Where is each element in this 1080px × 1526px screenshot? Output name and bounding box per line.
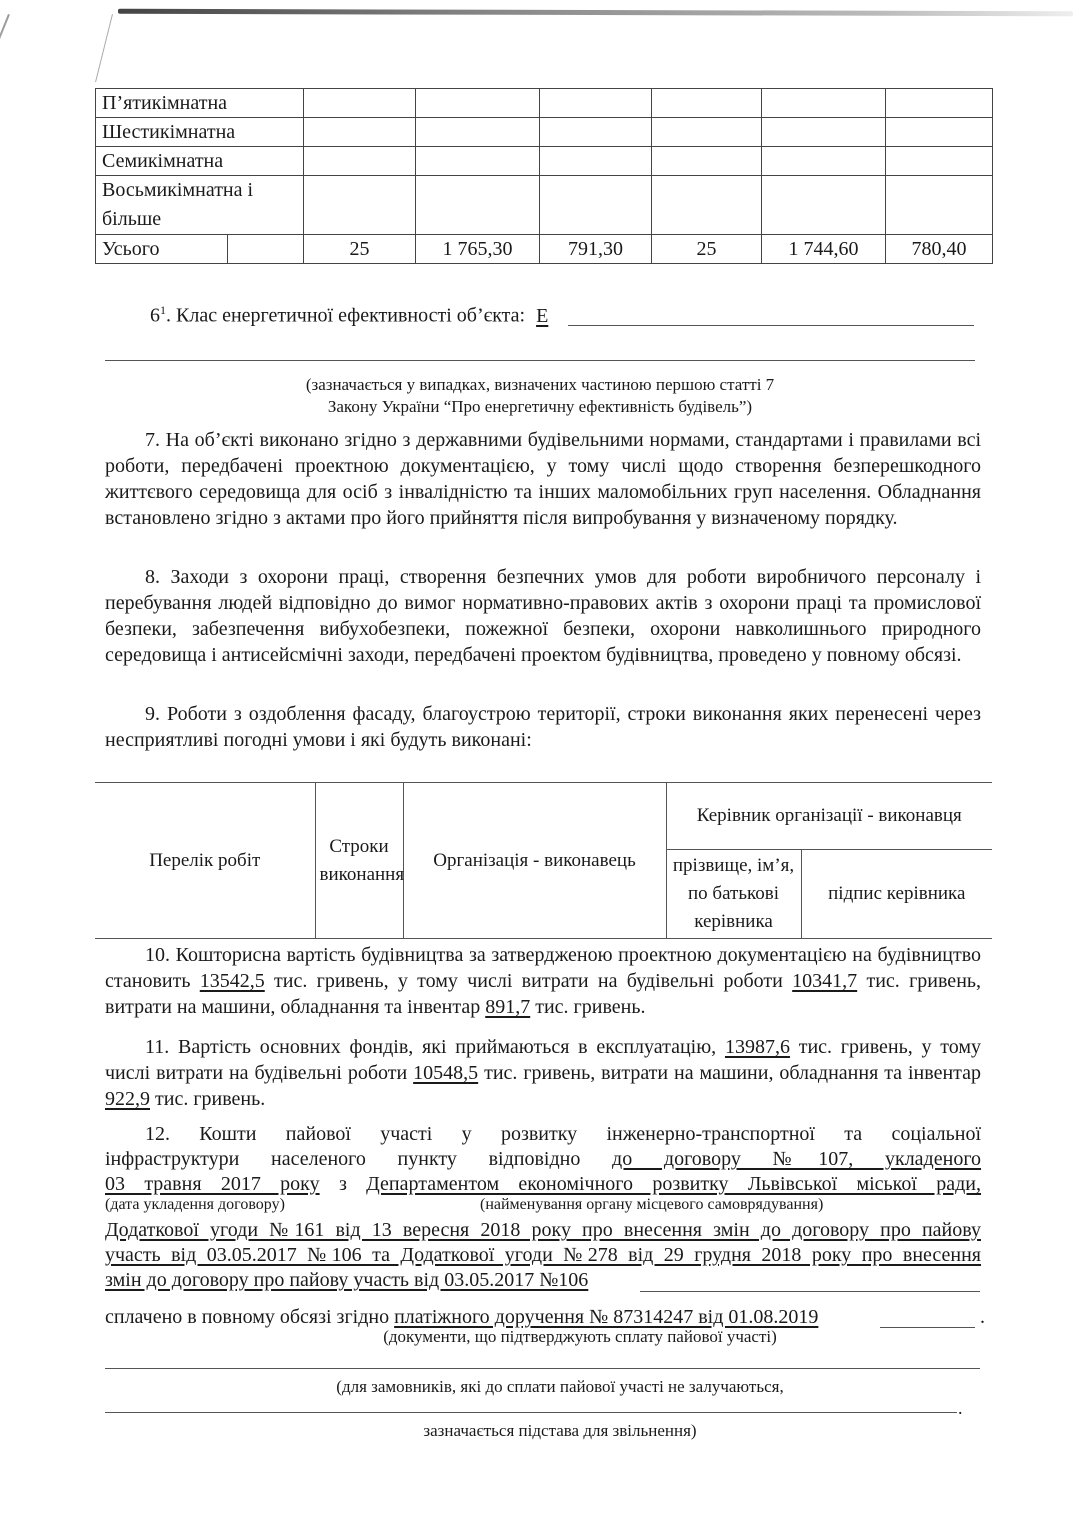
fixed-assets-construction: 10548,5 bbox=[413, 1062, 479, 1084]
section-9: 9. Роботи з оздоблення фасаду, благоустрою території, строки виконання яких перенесені через несприятливі погодні умови і які будуть виконані: bbox=[105, 703, 981, 751]
energy-class-note: (зазначається у випадках, визначених частиною першою статті 7 Закону України “Про енергетичну ефективність будівель”) bbox=[305, 375, 775, 416]
contract-reference: до договору №107, укладеного bbox=[612, 1148, 982, 1170]
fill-line bbox=[880, 1327, 975, 1328]
total-count-1: 25 bbox=[304, 235, 416, 264]
estimated-cost-equipment: 891,7 bbox=[485, 996, 531, 1018]
caption-exempt-1: (для замовників, які до сплати пайової участі не залучаються, bbox=[336, 1377, 784, 1396]
fixed-assets-equipment: 922,9 bbox=[105, 1088, 150, 1110]
scan-edge-left-fold bbox=[95, 14, 113, 82]
caption-local-authority: (найменування органу місцевого самоврядування) bbox=[480, 1196, 824, 1213]
section-12: 12. Кошти пайової участі у розвитку інженерно-транспортної та соціальної інфраструктури населеного пункту відповідно до договору №107, укладеного 03 травня 2017 року з Департаментом економічного розвитку Львівської міської ради, bbox=[105, 1123, 982, 1195]
total-area-1: 1 765,30 bbox=[416, 235, 540, 264]
total-count-2: 25 bbox=[652, 235, 762, 264]
estimated-cost-construction: 10341,7 bbox=[792, 970, 858, 992]
header-head-signature: підпис керівника bbox=[801, 850, 992, 939]
header-deadlines: Строки виконання bbox=[315, 783, 403, 939]
table-row bbox=[96, 176, 993, 235]
table-row bbox=[96, 147, 993, 176]
header-head-name: прізвище, ім’я, по батькові керівника bbox=[666, 850, 801, 939]
living-area-2: 780,40 bbox=[886, 235, 993, 264]
section-8: 8. Заходи з охорони праці, створення безпечних умов для роботи виробничого персоналу і перебування людей відповідно до вимог нормативно-правових актів з охорони праці та промислової безпеки, забезпечення вибухобезпеки, пожежної безпеки, охорони навколишнього природного середовища і антисейсмічні заходи, передбачені проектом будівництва, проведено у повному обсязі. bbox=[105, 566, 981, 666]
header-organization: Організація - виконавець bbox=[403, 783, 666, 939]
header-works-list: Перелік робіт bbox=[95, 783, 315, 939]
row-label: Семикімнатна bbox=[96, 147, 304, 176]
supplementary-agreements: Додаткової угоди №161 від 13 вересня 2018 року про внесення змін до договору про пайову участь від 03.05.2017 №106 та Додаткової угоди №278 від 29 грудня 2018 року про внесення змін до договору про пайову участь від 03.05.2017 №106 bbox=[105, 1219, 981, 1291]
deferred-works-table bbox=[95, 782, 992, 939]
total-area-2: 1 744,60 bbox=[762, 235, 886, 264]
payment-line: сплачено в повному обсязі згідно платіжного доручення № 87314247 від 01.08.2019 . bbox=[105, 1306, 985, 1328]
local-authority: Департаментом економічного розвитку Львівської міської ради, bbox=[366, 1173, 982, 1195]
energy-class-value: Е bbox=[536, 304, 549, 327]
fill-line bbox=[105, 360, 975, 361]
apartments-table bbox=[95, 88, 993, 264]
fill-line bbox=[568, 325, 974, 326]
scan-edge-top bbox=[118, 9, 1073, 17]
table-row bbox=[96, 118, 993, 147]
header-head-group: Керівник організації - виконавця bbox=[666, 783, 992, 850]
table-row bbox=[96, 89, 993, 118]
scan-edge-left bbox=[0, 14, 10, 256]
energy-class-line: $6^1$. Клас енергетичної ефективності об’єкта: Е bbox=[150, 303, 549, 327]
row-label: Восьмикімнатна і більше bbox=[96, 176, 304, 235]
section-7: 7. На об’єкті виконано згідно з державними будівельними нормами, стандартами і правилами всі роботи, передбачені проектною документацією, у тому числі щодо створення безперешкодного життєвого середовища для осіб з інвалідністю та інших маломобільних груп населення. Обладнання встановлено згідно з актами про його прийняття після випробування у визначеному порядку. bbox=[105, 429, 981, 529]
fill-line bbox=[105, 1368, 980, 1369]
caption-payment-docs: (документи, що підтверджують сплату пайової участі) bbox=[383, 1327, 777, 1346]
caption-contract-date: (дата укладення договору) bbox=[105, 1196, 285, 1213]
section-11: 11. Вартість основних фондів, які приймаються в експлуатацію, 13987,6 тис. гривень, у тому числі витрати на будівельні роботи 10548,5 тис. гривень, витрати на машини, обладнання та інвентар 922,9 тис. гривень. bbox=[105, 1036, 982, 1110]
row-label: Усього bbox=[96, 235, 228, 264]
fill-line bbox=[640, 1291, 980, 1292]
living-area-1: 791,30 bbox=[540, 235, 652, 264]
contract-date: 03 травня 2017 року bbox=[105, 1173, 320, 1195]
row-label: Шестикімнатна bbox=[96, 118, 304, 147]
section-10: 10. Кошторисна вартість будівництва за затвердженою проектною документацією на будівництво становить 13542,5 тис. гривень, у тому числі витрати на будівельні роботи 10341,7 тис. гривень, витрати на машини, обладнання та інвентар 891,7 тис. гривень. bbox=[105, 944, 982, 1018]
estimated-cost-total: 13542,5 bbox=[199, 970, 265, 992]
payment-document: платіжного доручення № 87314247 від 01.08.2019 bbox=[394, 1306, 819, 1328]
table-row-total bbox=[96, 235, 993, 264]
caption-exempt-2: зазначається підстава для звільнення) bbox=[423, 1421, 697, 1440]
row-label: П’ятикімнатна bbox=[96, 89, 304, 118]
fixed-assets-total: 13987,6 bbox=[724, 1036, 790, 1058]
fill-line bbox=[105, 1412, 957, 1413]
